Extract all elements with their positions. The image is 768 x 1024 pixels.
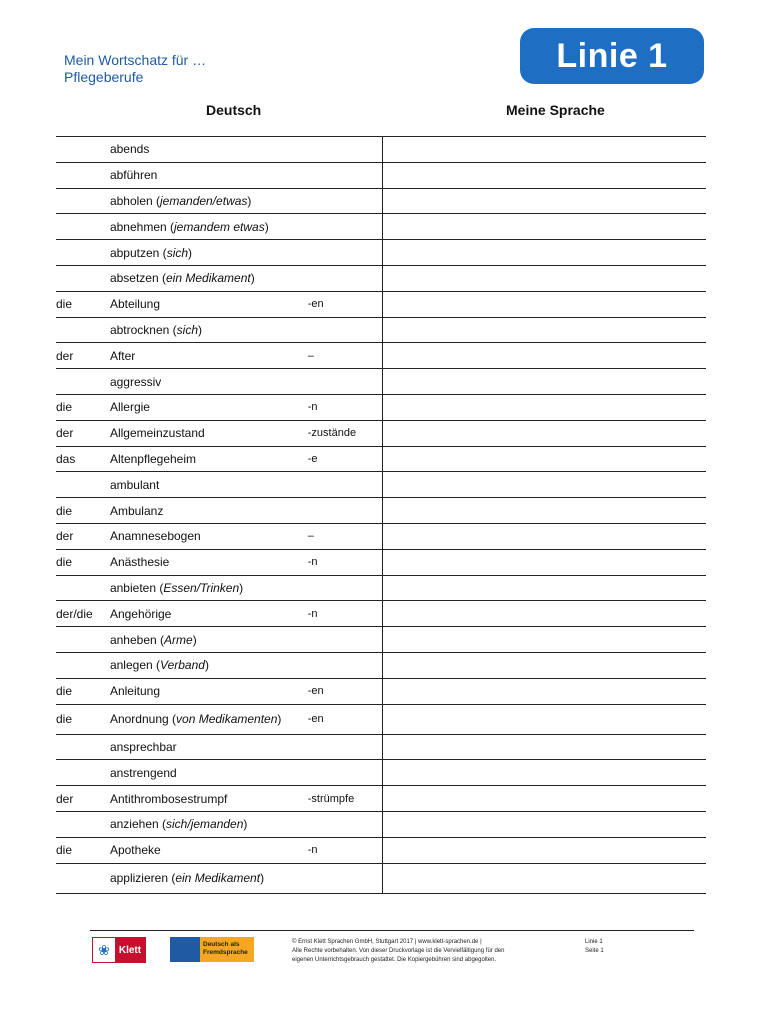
article-cell: [56, 811, 110, 837]
table-row: [56, 652, 706, 678]
word-cell: [110, 678, 308, 704]
plural-cell: [308, 575, 382, 601]
article-cell: die: [56, 704, 110, 734]
article-cell: die: [56, 498, 110, 524]
table-row: [56, 549, 706, 575]
word-cell: anbieten (Essen/Trinken): [110, 575, 308, 601]
copyright-notice: [292, 938, 552, 965]
plural-cell: [308, 317, 382, 343]
daf-logo: [170, 937, 254, 962]
word-text: abputzen: [109, 245, 160, 260]
table-row: [56, 369, 706, 395]
translation-cell[interactable]: [382, 549, 706, 575]
klett-logo: [92, 937, 146, 963]
word-cell: applizieren (ein Medikament): [110, 863, 308, 893]
translation-cell[interactable]: [382, 446, 706, 472]
translation-cell[interactable]: [382, 162, 706, 188]
word-cell: [110, 523, 308, 549]
article-cell: [56, 240, 110, 266]
table-row: [56, 811, 706, 837]
word-cell: [110, 498, 308, 524]
table-row: [56, 734, 706, 760]
word-text: aggressiv: [109, 374, 162, 389]
article-cell: der: [56, 343, 110, 369]
table-row: [56, 704, 706, 734]
word-cell: abholen (jemanden/etwas): [110, 188, 308, 214]
plural-cell: [308, 369, 382, 395]
page-info-book: Linie 1: [585, 939, 603, 945]
word-note: sich: [176, 322, 199, 337]
plural-cell: –: [308, 523, 382, 549]
plural-cell: -n: [308, 837, 382, 863]
word-text: abholen: [109, 193, 153, 208]
plural-cell: [308, 137, 382, 163]
plural-cell: -en: [308, 678, 382, 704]
article-cell: [56, 863, 110, 893]
table-row: [56, 678, 706, 704]
header-title: [64, 52, 206, 86]
translation-cell[interactable]: [382, 265, 706, 291]
word-cell: [110, 837, 308, 863]
translation-cell[interactable]: [382, 317, 706, 343]
header-line2: Pflegeberufe: [64, 69, 144, 85]
word-note: jemandem etwas: [174, 219, 265, 234]
word-text: Angehörige: [109, 606, 172, 621]
plural-cell: [308, 162, 382, 188]
word-text: Abteilung: [109, 297, 160, 312]
table-row: [56, 394, 706, 420]
table-row: [56, 575, 706, 601]
table-row: [56, 837, 706, 863]
word-cell: [110, 343, 308, 369]
column-header-meine-sprache: Meine Sprache: [506, 102, 605, 118]
word-cell: [110, 137, 308, 163]
word-text: applizieren: [109, 871, 168, 886]
plural-cell: [308, 652, 382, 678]
word-text: anbieten: [109, 580, 156, 595]
table-row: [56, 214, 706, 240]
word-cell: abnehmen (jemandem etwas): [110, 214, 308, 240]
translation-cell[interactable]: [382, 811, 706, 837]
page-info-page: Seite 1: [585, 948, 604, 954]
translation-cell[interactable]: [382, 652, 706, 678]
column-header-deutsch: Deutsch: [206, 102, 262, 118]
word-text: anheben: [109, 632, 157, 647]
word-text: Allergie: [109, 400, 150, 415]
article-cell: [56, 472, 110, 498]
table-row: [56, 137, 706, 163]
translation-cell[interactable]: [382, 472, 706, 498]
word-note: von Medikamenten: [176, 712, 278, 727]
word-cell: [110, 601, 308, 627]
article-cell: die: [56, 394, 110, 420]
article-cell: [56, 162, 110, 188]
translation-cell[interactable]: [382, 760, 706, 786]
daf-logo-block: [170, 937, 200, 962]
article-cell: [56, 734, 110, 760]
header-line1: Mein Wortschatz für …: [64, 52, 207, 68]
translation-cell[interactable]: [382, 214, 706, 240]
translation-cell[interactable]: [382, 137, 706, 163]
plural-cell: [308, 498, 382, 524]
klett-logo-text: Klett: [115, 938, 145, 962]
translation-cell[interactable]: [382, 601, 706, 627]
word-cell: [110, 420, 308, 446]
footer-divider: [90, 930, 694, 931]
word-cell: Anordnung (von Medikamenten): [110, 704, 308, 734]
linie1-logo: Linie 1: [520, 28, 704, 84]
word-cell: [110, 394, 308, 420]
table-row: [56, 786, 706, 812]
article-cell: [56, 369, 110, 395]
word-note: sich/jemanden: [166, 817, 244, 832]
word-text: After: [109, 348, 136, 363]
table-row: [56, 188, 706, 214]
plural-cell: [308, 188, 382, 214]
word-cell: anheben (Arme): [110, 627, 308, 653]
word-text: Anamnesebogen: [109, 529, 201, 544]
translation-cell[interactable]: [382, 394, 706, 420]
word-text: absetzen: [109, 271, 159, 286]
translation-cell[interactable]: [382, 240, 706, 266]
plural-cell: [308, 627, 382, 653]
article-cell: der: [56, 786, 110, 812]
word-cell: anlegen (Verband): [110, 652, 308, 678]
word-text: anziehen: [109, 817, 159, 832]
word-note: ein Medikament: [166, 271, 251, 286]
page-info: [585, 938, 604, 956]
plural-cell: -zustände: [308, 420, 382, 446]
word-text: ambulant: [109, 477, 160, 492]
article-cell: das: [56, 446, 110, 472]
vocabulary-table: [56, 136, 706, 894]
word-text: Apotheke: [109, 843, 161, 858]
word-cell: abputzen (sich): [110, 240, 308, 266]
article-cell: [56, 214, 110, 240]
translation-cell[interactable]: [382, 734, 706, 760]
table-row: [56, 343, 706, 369]
table-row: [56, 162, 706, 188]
translation-cell[interactable]: [382, 523, 706, 549]
word-text: Anästhesie: [109, 555, 170, 570]
word-cell: [110, 549, 308, 575]
copyright-line: © Ernst Klett Sprachen GmbH, Stuttgart 2017 | www.klett-sprachen.de |: [292, 939, 482, 945]
table-row: [56, 420, 706, 446]
translation-cell[interactable]: [382, 678, 706, 704]
plural-cell: -en: [308, 704, 382, 734]
plural-cell: [308, 240, 382, 266]
article-cell: die: [56, 678, 110, 704]
article-cell: [56, 188, 110, 214]
article-cell: die: [56, 549, 110, 575]
word-text: Ambulanz: [109, 503, 164, 518]
word-text: Anleitung: [109, 684, 160, 699]
translation-cell[interactable]: [382, 343, 706, 369]
word-cell: [110, 162, 308, 188]
word-cell: [110, 734, 308, 760]
table-row: [56, 472, 706, 498]
article-cell: [56, 575, 110, 601]
word-text: abends: [109, 142, 150, 157]
word-cell: abtrocknen (sich): [110, 317, 308, 343]
plural-cell: -n: [308, 549, 382, 575]
table-row: [56, 863, 706, 893]
table-row: [56, 498, 706, 524]
plural-cell: [308, 734, 382, 760]
plural-cell: -n: [308, 601, 382, 627]
klett-flower-icon: ❀: [93, 938, 115, 962]
table-row: [56, 760, 706, 786]
article-cell: [56, 760, 110, 786]
word-text: abführen: [109, 168, 158, 183]
article-cell: [56, 627, 110, 653]
plural-cell: -strümpfe: [308, 786, 382, 812]
table-row: [56, 240, 706, 266]
translation-cell[interactable]: [382, 291, 706, 317]
article-cell: der/die: [56, 601, 110, 627]
plural-cell: -n: [308, 394, 382, 420]
word-text: Anordnung: [109, 712, 169, 727]
word-cell: absetzen (ein Medikament): [110, 265, 308, 291]
plural-cell: –: [308, 343, 382, 369]
word-cell: [110, 446, 308, 472]
translation-cell[interactable]: [382, 188, 706, 214]
copyright-line: Alle Rechte vorbehalten. Von dieser Druckvorlage ist die Vervielfältigung für den: [292, 948, 505, 954]
article-cell: die: [56, 291, 110, 317]
plural-cell: [308, 472, 382, 498]
daf-logo-text: Deutsch als Fremdsprache: [200, 937, 254, 962]
table-row: [56, 265, 706, 291]
copyright-line: eigenen Unterrichtsgebrauch gestattet. Die Kopiergebühren sind abgegolten.: [292, 957, 497, 963]
table-row: [56, 523, 706, 549]
plural-cell: [308, 811, 382, 837]
plural-cell: -e: [308, 446, 382, 472]
article-cell: [56, 265, 110, 291]
word-text: abtrocknen: [109, 322, 170, 337]
word-note: ein Medikament: [175, 871, 261, 886]
translation-cell[interactable]: [382, 704, 706, 734]
table-row: [56, 601, 706, 627]
plural-cell: -en: [308, 291, 382, 317]
table-row: [56, 317, 706, 343]
word-cell: [110, 291, 308, 317]
table-row: [56, 627, 706, 653]
word-cell: anziehen (sich/jemanden): [110, 811, 308, 837]
plural-cell: [308, 214, 382, 240]
article-cell: [56, 652, 110, 678]
word-cell: [110, 786, 308, 812]
word-text: Altenpflegeheim: [109, 451, 197, 466]
table-row: [56, 291, 706, 317]
word-note: jemanden/etwas: [160, 193, 248, 208]
translation-cell[interactable]: [382, 837, 706, 863]
table-row: [56, 446, 706, 472]
translation-cell[interactable]: [382, 786, 706, 812]
word-note: Essen/Trinken: [163, 580, 240, 595]
word-note: Arme: [164, 632, 193, 647]
word-note: sich: [166, 245, 189, 260]
word-text: abnehmen: [109, 219, 167, 234]
word-text: Antithrombosestrumpf: [109, 791, 228, 806]
article-cell: [56, 317, 110, 343]
word-cell: [110, 472, 308, 498]
plural-cell: [308, 265, 382, 291]
word-text: ansprechbar: [109, 739, 177, 754]
plural-cell: [308, 760, 382, 786]
word-note: Verband: [160, 658, 205, 673]
translation-cell[interactable]: [382, 863, 706, 893]
word-cell: [110, 760, 308, 786]
translation-cell[interactable]: [382, 420, 706, 446]
word-cell: [110, 369, 308, 395]
translation-cell[interactable]: [382, 627, 706, 653]
word-text: Allgemeinzustand: [109, 426, 205, 441]
translation-cell[interactable]: [382, 369, 706, 395]
article-cell: der: [56, 523, 110, 549]
article-cell: der: [56, 420, 110, 446]
translation-cell[interactable]: [382, 498, 706, 524]
article-cell: [56, 137, 110, 163]
translation-cell[interactable]: [382, 575, 706, 601]
word-text: anlegen: [109, 658, 153, 673]
article-cell: die: [56, 837, 110, 863]
word-text: anstrengend: [109, 765, 177, 780]
plural-cell: [308, 863, 382, 893]
